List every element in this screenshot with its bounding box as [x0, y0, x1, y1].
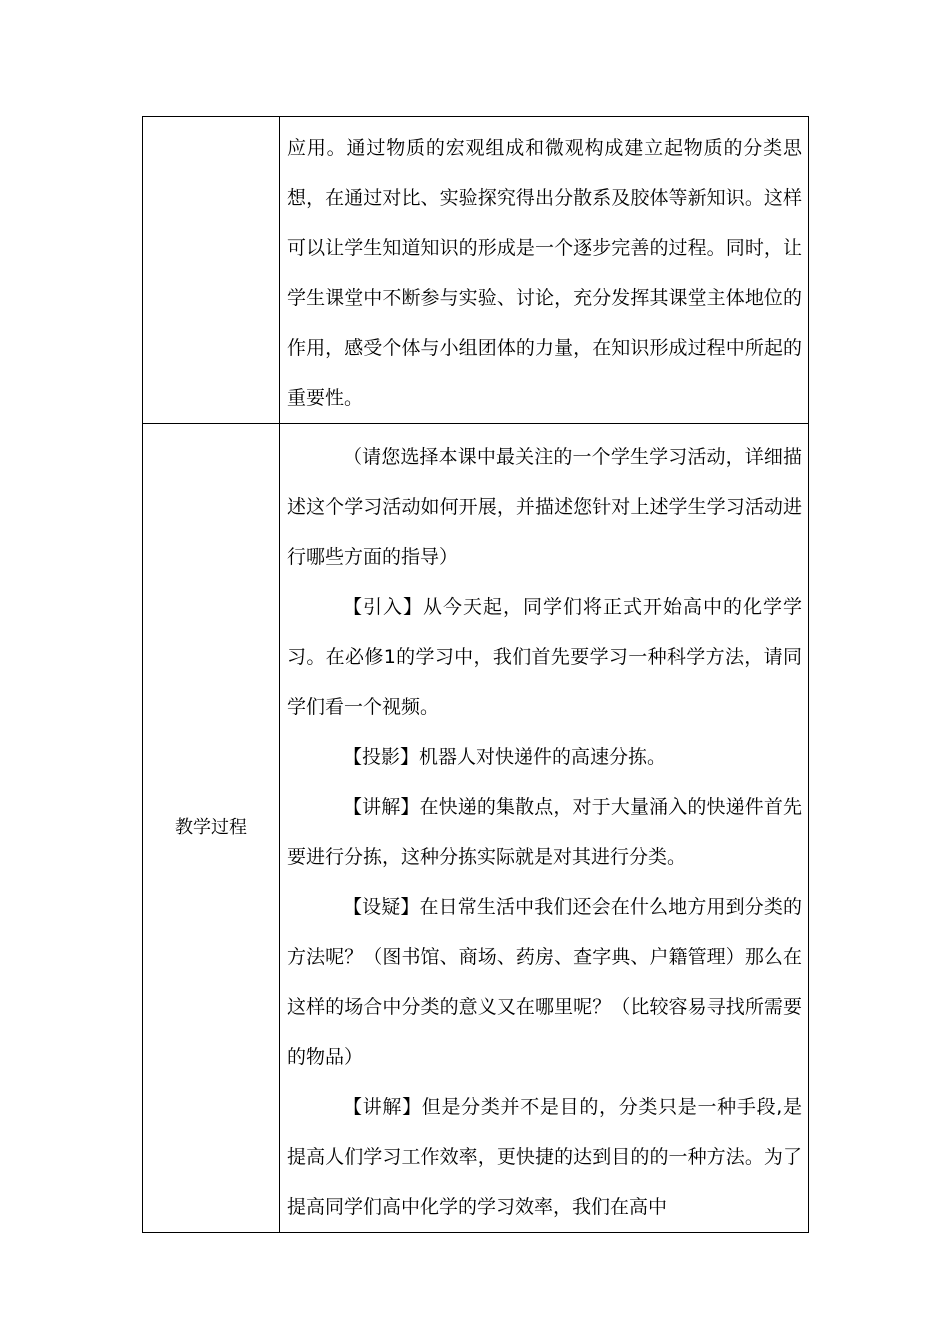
teaching-process-label: 教学过程	[143, 424, 280, 1233]
table-row	[143, 117, 809, 424]
table-row	[143, 424, 809, 1233]
explanation-paragraph: 【讲解】在快递的集散点，对于大量涌入的快递件首先要进行分拣，这种分拣实际就是对其进行分类。	[287, 796, 802, 868]
explanation-paragraph-2: 【讲解】但是分类并不是目的，分类只是一种手段,是提高人们学习工作效率，更快捷的达到目的的一种方法。为了提高同学们高中化学的学习效率，我们在高中	[287, 1096, 802, 1218]
design-rationale-text: 应用。通过物质的宏观组成和微观构成建立起物质的分类思想，在通过对比、实验探究得出分散系及胶体等新知识。这样可以让学生知道知识的形成是一个逐步完善的过程。同时，让学生课堂中不断参与实验、讨论，充分发挥其课堂主体地位的作用，感受个体与小组团体的力量，在知识形成过程中所起的重要性。	[287, 137, 802, 409]
instruction-paragraph: （请您选择本课中最关注的一个学生学习活动，详细描述这个学习活动如何开展，并描述您针对上述学生学习活动进行哪些方面的指导）	[287, 446, 802, 568]
intro-paragraph: 【引入】从今天起，同学们将正式开始高中的化学学习。在必修1的学习中，我们首先要学习一种科学方法，请同学们看一个视频。	[287, 596, 802, 718]
design-rationale-cell	[280, 117, 809, 424]
projection-paragraph: 【投影】机器人对快递件的高速分拣。	[343, 746, 667, 768]
lesson-plan-table	[142, 116, 809, 1233]
question-paragraph: 【设疑】在日常生活中我们还会在什么地方用到分类的方法呢？（图书馆、商场、药房、查字典、户籍管理）那么在这样的场合中分类的意义又在哪里呢？（比较容易寻找所需要的物品）	[287, 896, 802, 1068]
row-label-cell	[143, 117, 280, 424]
teaching-process-cell	[280, 424, 809, 1233]
